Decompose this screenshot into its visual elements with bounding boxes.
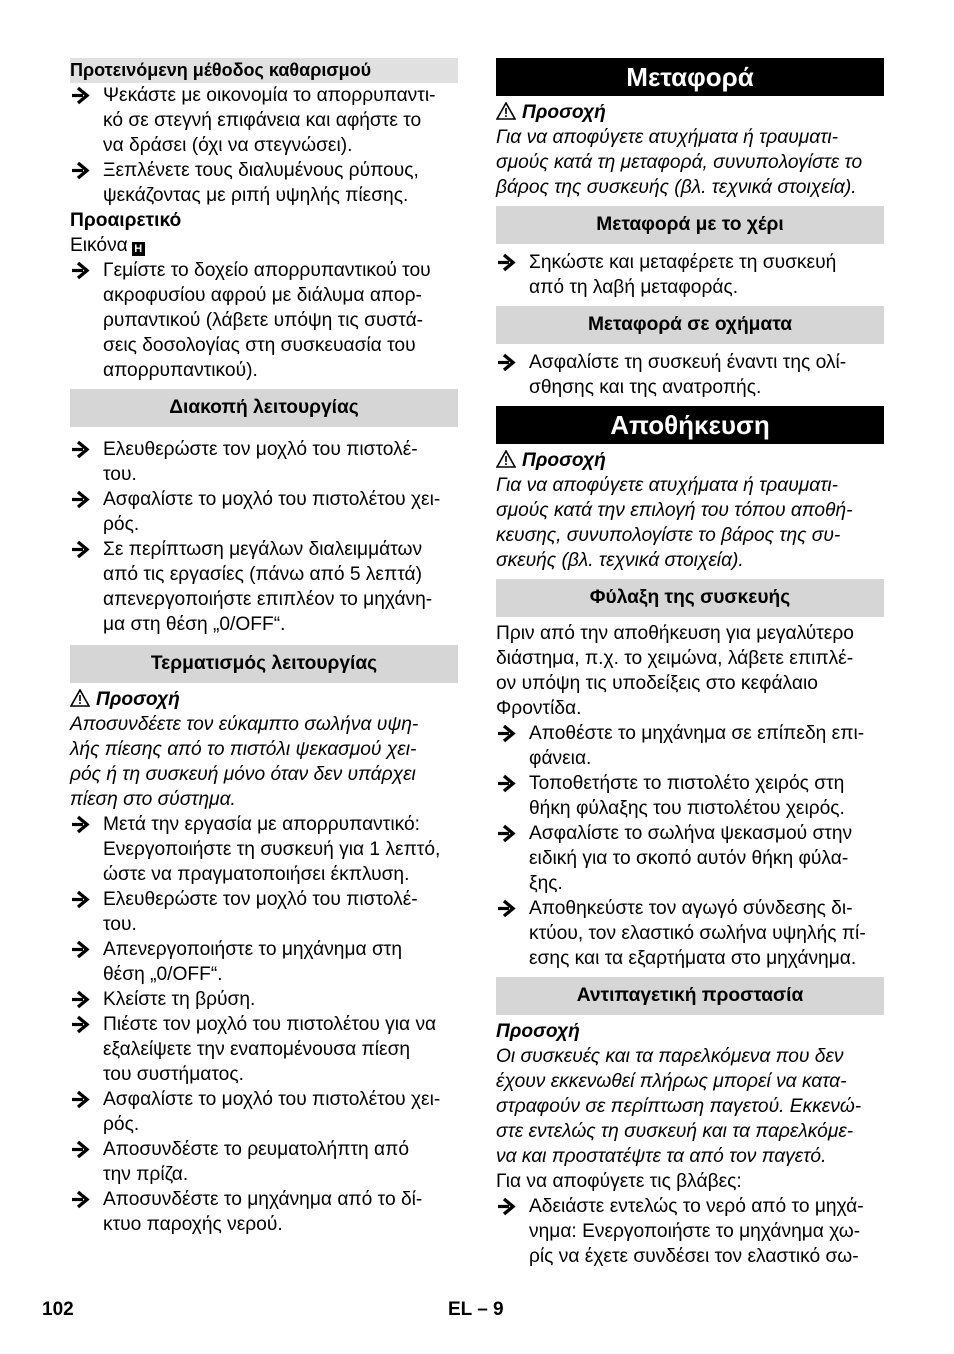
page-number: 102 <box>42 1299 74 1320</box>
vehicle-bullets <box>496 350 884 400</box>
optional-label: Προαιρετικό <box>70 210 182 231</box>
interrupt-bullets <box>70 437 458 637</box>
interrupt-heading: Διακοπή λειτουργίας <box>70 389 458 427</box>
storage-warning <box>496 448 884 473</box>
language-page: EL – 9 <box>448 1299 504 1320</box>
bullet-line: ξης. <box>529 873 563 894</box>
bullet-line: ειδική για το σκοπό αυτόν θήκη φύλα- <box>529 848 849 869</box>
bullet-item <box>496 350 884 400</box>
frost-text: Για να αποφύγετε τις βλάβες: <box>496 1171 742 1192</box>
bullet-line: θήκη φύλαξης του πιστολέτου χειρός. <box>529 798 845 819</box>
bullet-item <box>496 250 884 300</box>
bullet-item <box>70 487 458 537</box>
bullet-line: εξαλείψετε την εναπομένουσα πίεση <box>103 1039 411 1060</box>
text-line: Φροντίδα. <box>496 698 582 719</box>
bullet-line: Ψεκάστε με οικονομία το απορρυπαντι- <box>103 85 436 106</box>
bullet-line: από τη λαβή μεταφοράς. <box>529 277 739 298</box>
bullet-line: ώστε να πραγματοποιήσει έκπλυση. <box>103 864 410 885</box>
arrow-icon <box>70 814 90 835</box>
text-line: κευσης, συνυπολογίστε το βάρος της συ- <box>496 525 841 546</box>
arrow-icon <box>496 773 516 794</box>
bullet-line: ρίς να έχετε συνδέσει τον ελαστικό σω- <box>529 1246 859 1267</box>
arrow-icon <box>70 160 90 181</box>
bullet-item <box>496 896 884 971</box>
frost-bullets <box>496 1194 884 1269</box>
bullet-line: Γεμίστε το δοχείο απορρυπαντικού του <box>103 260 431 281</box>
bullet-line: σεις δοσολογίας στη συσκευασία του <box>103 335 416 356</box>
bullet-line: του. <box>103 914 137 935</box>
bullet-line: ψεκάζοντας με ριπή υψηλής πίεσης. <box>103 185 409 206</box>
arrow-icon <box>70 539 90 560</box>
bullet-line: Αποθέστε το μηχάνημα σε επίπεδη επι- <box>529 723 865 744</box>
bullet-line: του συστήματος. <box>103 1064 244 1085</box>
end-warning <box>70 687 458 712</box>
bullet-item <box>496 721 884 771</box>
text-line: έχουν εκκενωθεί πλήρως μπορεί να κατα- <box>496 1071 847 1092</box>
warning-label: Προσοχή <box>522 450 606 471</box>
frost-warning-text <box>496 1044 884 1169</box>
method-heading: Προτεινόμενη μέθοδος καθαρισμού <box>70 58 458 83</box>
arrow-icon <box>70 85 90 106</box>
bullet-line: ρός. <box>103 1114 140 1135</box>
bullet-line: Ασφαλίστε το μοχλό του πιστολέτου χει- <box>103 1089 441 1110</box>
bullet-item <box>496 821 884 896</box>
hand-bullets <box>496 250 884 300</box>
figure-label: Εικόνα <box>70 235 128 256</box>
text-line: Αποσυνδέετε τον εύκαμπτο σωλήνα υψη- <box>70 714 419 735</box>
bullet-item <box>70 1187 458 1237</box>
arrow-icon <box>70 939 90 960</box>
bullet-item <box>70 937 458 987</box>
text-line: Οι συσκευές και τα παρελκόμενα που δεν <box>496 1046 844 1067</box>
bullet-line: Αδειάστε εντελώς το νερό από το μηχά- <box>529 1196 864 1217</box>
bullet-item <box>70 1087 458 1137</box>
bullet-line: απενεργοποιήστε επιπλέον το μηχάνη- <box>103 589 433 610</box>
bullet-item <box>70 987 458 1012</box>
arrow-icon <box>70 489 90 510</box>
bullet-line: κτύου, τον ελαστικό σωλήνα υψηλής πί- <box>529 923 866 944</box>
bullet-line: την πρίζα. <box>103 1164 189 1185</box>
bullet-item <box>70 887 458 937</box>
end-bullets <box>70 812 458 1237</box>
bullet-line: Αποθηκεύστε τον αγωγό σύνδεσης δι- <box>529 898 853 919</box>
text-line: σκευής (βλ. τεχνικά στοιχεία). <box>496 550 744 571</box>
arrow-icon <box>496 823 516 844</box>
bullet-line: ρός. <box>103 514 140 535</box>
bullet-line: μα στη θέση „0/OFF“. <box>103 614 286 635</box>
arrow-icon <box>496 723 516 744</box>
arrow-icon <box>70 989 90 1010</box>
optional-bullets <box>70 258 458 383</box>
bullet-line: νημα: Ενεργοποιήστε το μηχάνημα χω- <box>529 1221 861 1242</box>
text-line: πίεση στο σύστημα. <box>70 789 236 810</box>
arrow-icon <box>70 439 90 460</box>
vehicle-heading: Μεταφορά σε οχήματα <box>496 306 884 344</box>
end-warning-text <box>70 712 458 812</box>
bullet-line: Αποσυνδέστε το μηχάνημα από το δί- <box>103 1189 423 1210</box>
bullet-item <box>496 771 884 821</box>
text-line: ον υπόψη τις υποδείξεις στο κεφάλαιο <box>496 673 818 694</box>
text-line: στραφούν σε περίπτωση παγετού. Εκκενώ- <box>496 1096 862 1117</box>
bullet-line: κό σε στεγνή επιφάνεια και αφήστε το <box>103 110 422 131</box>
bullet-line: Σηκώστε και μεταφέρετε τη συσκευή <box>529 252 837 273</box>
method-bullets <box>70 83 458 208</box>
warning-icon <box>496 450 516 468</box>
arrow-icon <box>496 352 516 373</box>
bullet-line: Ενεργοποιήστε τη συσκευή για 1 λεπτό, <box>103 839 441 860</box>
text-line: σμούς κατά την επιλογή του τόπου αποθή- <box>496 500 853 521</box>
keep-heading: Φύλαξη της συσκευής <box>496 579 884 617</box>
arrow-icon <box>496 1196 516 1217</box>
bullet-line: Ελευθερώστε τον μοχλό του πιστολέ- <box>103 439 418 460</box>
bullet-line: Κλείστε τη βρύση. <box>103 989 256 1010</box>
bullet-line: εσης και τα εξαρτήματα στο μηχάνημα. <box>529 948 857 969</box>
arrow-icon <box>496 898 516 919</box>
bullet-line: Απενεργοποιήστε το μηχάνημα στη <box>103 939 403 960</box>
figure-id-badge: H <box>132 242 145 256</box>
bullet-line: Αποσυνδέστε το ρευματολήπτη από <box>103 1139 410 1160</box>
bullet-item <box>70 812 458 887</box>
arrow-icon <box>70 1139 90 1160</box>
bullet-item <box>70 1137 458 1187</box>
storage-title: Αποθήκευση <box>496 406 884 444</box>
bullet-line: Μετά την εργασία με απορρυπαντικό: <box>103 814 420 835</box>
bullet-line: απορρυπαντικού). <box>103 360 258 381</box>
bullet-line: Ελευθερώστε τον μοχλό του πιστολέ- <box>103 889 418 910</box>
arrow-icon <box>70 260 90 281</box>
text-line: λής πίεσης από το πιστόλι ψεκασμού χει- <box>70 739 417 760</box>
bullet-line: Πιέστε τον μοχλό του πιστολέτου για να <box>103 1014 437 1035</box>
bullet-line: Ασφαλίστε το μοχλό του πιστολέτου χει- <box>103 489 441 510</box>
bullet-line: Ασφαλίστε τη συσκευή έναντι της ολί- <box>529 352 847 373</box>
text-line: Πριν από την αποθήκευση για μεγαλύτερο <box>496 623 854 644</box>
text-line: σμούς κατά τη μεταφορά, συνυπολογίστε το <box>496 152 863 173</box>
hand-heading: Μεταφορά με το χέρι <box>496 206 884 244</box>
text-line: βάρος της συσκευής (βλ. τεχνικά στοιχεία). <box>496 177 857 198</box>
bullet-item <box>70 437 458 487</box>
bullet-line: κτυο παροχής νερού. <box>103 1214 283 1235</box>
text-line: να και προστατέψτε τα από τον παγετό. <box>496 1146 827 1167</box>
text-line: στε εντελώς τη συσκευή και τα παρελκόμε- <box>496 1121 854 1142</box>
arrow-icon <box>70 1089 90 1110</box>
left-column <box>70 58 458 1237</box>
bullet-item <box>70 158 458 208</box>
warning-label: Προσοχή <box>96 689 180 710</box>
bullet-line: Ασφαλίστε το σωλήνα ψεκασμού στην <box>529 823 853 844</box>
text-line: διάστημα, π.χ. το χειμώνα, λάβετε επιπλέ- <box>496 648 854 669</box>
bullet-item <box>70 258 458 383</box>
bullet-line: Ξεπλένετε τους διαλυμένους ρύπους, <box>103 160 419 181</box>
arrow-icon <box>496 252 516 273</box>
text-line: Για να αποφύγετε ατυχήματα ή τραυματι- <box>496 127 839 148</box>
bullet-line: σθησης και της ανατροπής. <box>529 377 762 398</box>
bullet-item <box>70 537 458 637</box>
bullet-line: του. <box>103 464 137 485</box>
bullet-item <box>70 1012 458 1087</box>
bullet-line: Σε περίπτωση μεγάλων διαλειμμάτων <box>103 539 423 560</box>
bullet-line: ρυπαντικού (λάβετε υπόψη τις συστά- <box>103 310 424 331</box>
arrow-icon <box>70 889 90 910</box>
figure-reference <box>70 233 458 258</box>
end-heading: Τερματισμός λειτουργίας <box>70 645 458 683</box>
keep-bullets <box>496 721 884 971</box>
bullet-line: φάνεια. <box>529 748 592 769</box>
text-line: ρός ή τη συσκευή μόνο όταν δεν υπάρχει <box>70 764 416 785</box>
warning-icon <box>496 102 516 120</box>
transport-warning-text <box>496 125 884 200</box>
bullet-line: ακροφυσίου αφρού με διάλυμα απορ- <box>103 285 422 306</box>
warning-label: Προσοχή <box>522 102 606 123</box>
bullet-line: θέση „0/OFF“. <box>103 964 223 985</box>
right-column <box>496 58 884 1269</box>
frost-heading: Αντιπαγετική προστασία <box>496 977 884 1015</box>
storage-warning-text <box>496 473 884 573</box>
warning-icon <box>70 689 90 707</box>
bullet-line: να δράσει (όχι να στεγνώσει). <box>103 135 353 156</box>
bullet-item <box>496 1194 884 1269</box>
transport-title: Μεταφορά <box>496 58 884 96</box>
bullet-line: Τοποθετήστε το πιστολέτο χειρός στη <box>529 773 845 794</box>
bullet-item <box>70 83 458 158</box>
frost-warning-label: Προσοχή <box>496 1021 580 1042</box>
arrow-icon <box>70 1014 90 1035</box>
text-line: Για να αποφύγετε ατυχήματα ή τραυματι- <box>496 475 839 496</box>
transport-warning <box>496 100 884 125</box>
arrow-icon <box>70 1189 90 1210</box>
bullet-line: από τις εργασίες (πάνω από 5 λεπτά) <box>103 564 423 585</box>
keep-text <box>496 621 884 721</box>
